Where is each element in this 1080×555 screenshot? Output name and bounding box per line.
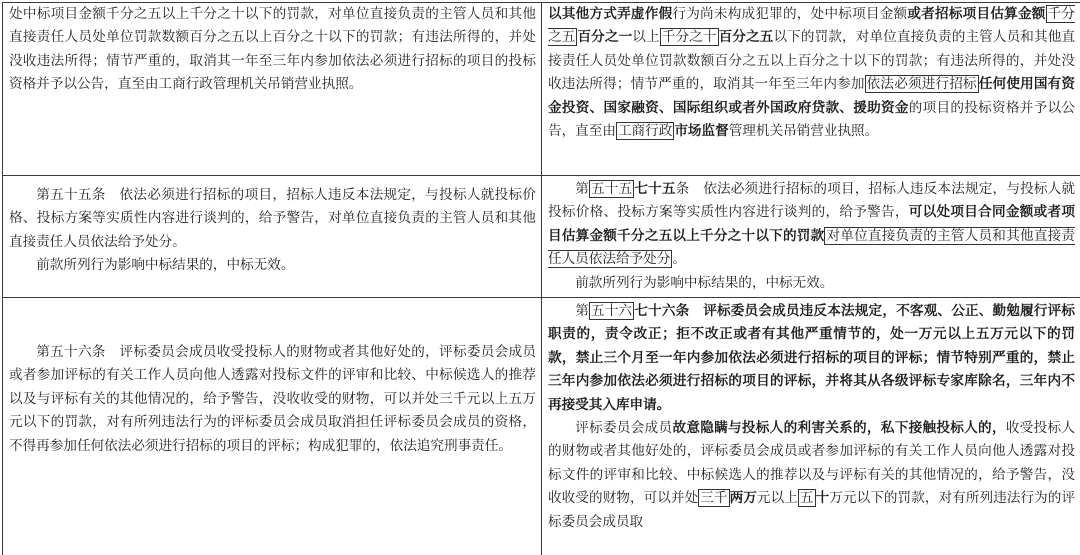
added-text: 故意隐瞒与投标人的利害关系的，私下接触投标人的， [672, 420, 1006, 437]
text-segment: 的项目的投标资格并予以公告，直至由 [548, 99, 1076, 140]
text-segment: 第五十五条 依法必须进行招标的项目，招标人违反本法规定，与投标人就投标价格、投标方案等实质性内容进行谈判的，给予警告，对单位直接负责的主管人员和其他直接责任人员依法给予处分。 [9, 187, 536, 250]
added-text: 任何使用国有资金投资、国家融资、国际组织或者外国政府贷款、援助资金 [548, 76, 1076, 116]
added-text: 两万 [729, 490, 757, 507]
table-row [3, 176, 1080, 298]
deleted-text: 千分之十 [661, 29, 717, 46]
text-segment: 收受投标人的财物或者其他好处的，评标委员会成员或者参加评标的有关工作人员向他人透露对投标文件的评审和比较、中标候选人的推荐以及与评标有关的其他情况的，给予警告，没收收受的财物，可以并处 [548, 420, 1076, 507]
added-text: 或者招标项目估算金额 [907, 6, 1046, 22]
added-text: 百分之五 [718, 29, 774, 46]
paragraph [548, 3, 1075, 143]
deleted-text: 工商行政 [617, 123, 673, 140]
amended-text-cell [542, 176, 1080, 298]
text-segment: 第 [575, 181, 589, 197]
deleted-text: 五十六 [590, 303, 633, 320]
table-row [3, 298, 1080, 555]
amended-text-cell [542, 3, 1080, 176]
text-segment: 前款所列行为影响中标结果的，中标无效。 [575, 274, 834, 291]
paragraph [9, 184, 536, 254]
law-comparison-table [2, 2, 1080, 555]
added-text: 可以处项目合同金额或者项目估算金额千分之五以上千分之十以下的罚款 [548, 204, 1076, 244]
deleted-text: 依法必须进行招标 [866, 76, 977, 93]
original-text-cell [3, 176, 542, 298]
text-segment: 第 [575, 303, 589, 320]
added-text: 市场监督 [674, 123, 729, 140]
text-segment: 管理机关吊销营业执照。 [728, 123, 879, 140]
added-text: 以其他方式弄虚作假 [548, 6, 673, 22]
text-segment: 以上 [632, 29, 660, 46]
paragraph [548, 417, 1075, 534]
paragraph [9, 3, 536, 97]
text-segment: 。 [672, 251, 686, 268]
paragraph [548, 300, 1075, 417]
text-segment: 评标委员会成员 [575, 420, 673, 437]
paragraph [9, 341, 536, 458]
text-segment: 前款所列行为影响中标结果的，中标无效。 [36, 257, 295, 274]
text-segment: 第五十六条 评标委员会成员收受投标人的财物或者其他好处的，评标委员会成员或者参加评标的有关工作人员向他人透露对投标文件的评审和比较、中标候选人的推荐以及与评标有关的其他情况的，给予警告，没收收受的财物，可以并处三千元以上五万元以下的罚款，对有所列违法行为的评标委员会成员取消担任评标委员会成员的资格，不得再参加任何依法必须进行招标的项目的评标；构成犯罪的，依法追究刑事责任。 [9, 344, 536, 454]
deleted-text: 五十五 [590, 181, 633, 197]
paragraph [548, 272, 1075, 295]
text-segment: 以下的罚款，对单位直接负责的主管人员和其他直接责任人员处单位罚款数额百分之五以上百分之十以下的罚款；有违法所得的，并处没收违法所得；情节严重的，取消其一年至三年内参加 [548, 29, 1076, 93]
original-text-cell [3, 3, 542, 176]
paragraph [548, 178, 1075, 272]
paragraph [9, 254, 536, 277]
table-row [3, 3, 1080, 176]
added-text: 七十五 [634, 181, 676, 197]
text-segment: 万元以下的罚款，对有所列违法行为的评标委员会成员取 [548, 490, 1076, 530]
added-text: 七十六 [634, 303, 676, 320]
text-segment: 处中标项目金额千分之五以上千分之十以下的罚款，对单位直接负责的主管人员和其他直接责任人员处单位罚款数额百分之五以上百分之十以下的罚款；有违法所得的，并处没收违法所得；情节严重的，取消其一年至三年内参加依法必须进行招标的项目的投标资格并予以公告，直至由工商行政管理机关吊销营业执照。 [9, 6, 536, 93]
added-text: 十 [815, 490, 830, 507]
deleted-text: 五 [799, 490, 814, 507]
text-segment: 条 依法必须进行招标的项目，招标人违反本法规定，与投标人就投标价格、投标方案等实质性内容进行谈判的，给予警告， [548, 181, 1076, 221]
original-text-cell [3, 298, 542, 555]
added-text: 条 评标委员会成员违反本法规定，不客观、公正、勤勉履行评标职责的，责令改正；拒不改正或者有其他严重情节的，处一万元以上五万元以下的罚款，禁止三个月至一年内参加依法必须进行招标的项目的评标；情节特别严重的，禁止三年内参加依法必须进行招标的项目的评标，并将其从各级评标专家库除名，三年内不再接受其入库申请。 [548, 303, 1076, 413]
amended-text-cell [542, 298, 1080, 555]
text-segment: 元以上 [756, 490, 798, 507]
deleted-text: 三千 [700, 490, 728, 507]
text-segment: 行为尚未构成犯罪的，处中标项目金额 [672, 6, 908, 22]
deleted-text: 千分之五 [548, 6, 1076, 46]
deleted-text: 对单位直接负责的主管人员和其他直接责任人员依法给予处分 [548, 227, 1076, 268]
added-text: 百分之一 [577, 29, 633, 46]
